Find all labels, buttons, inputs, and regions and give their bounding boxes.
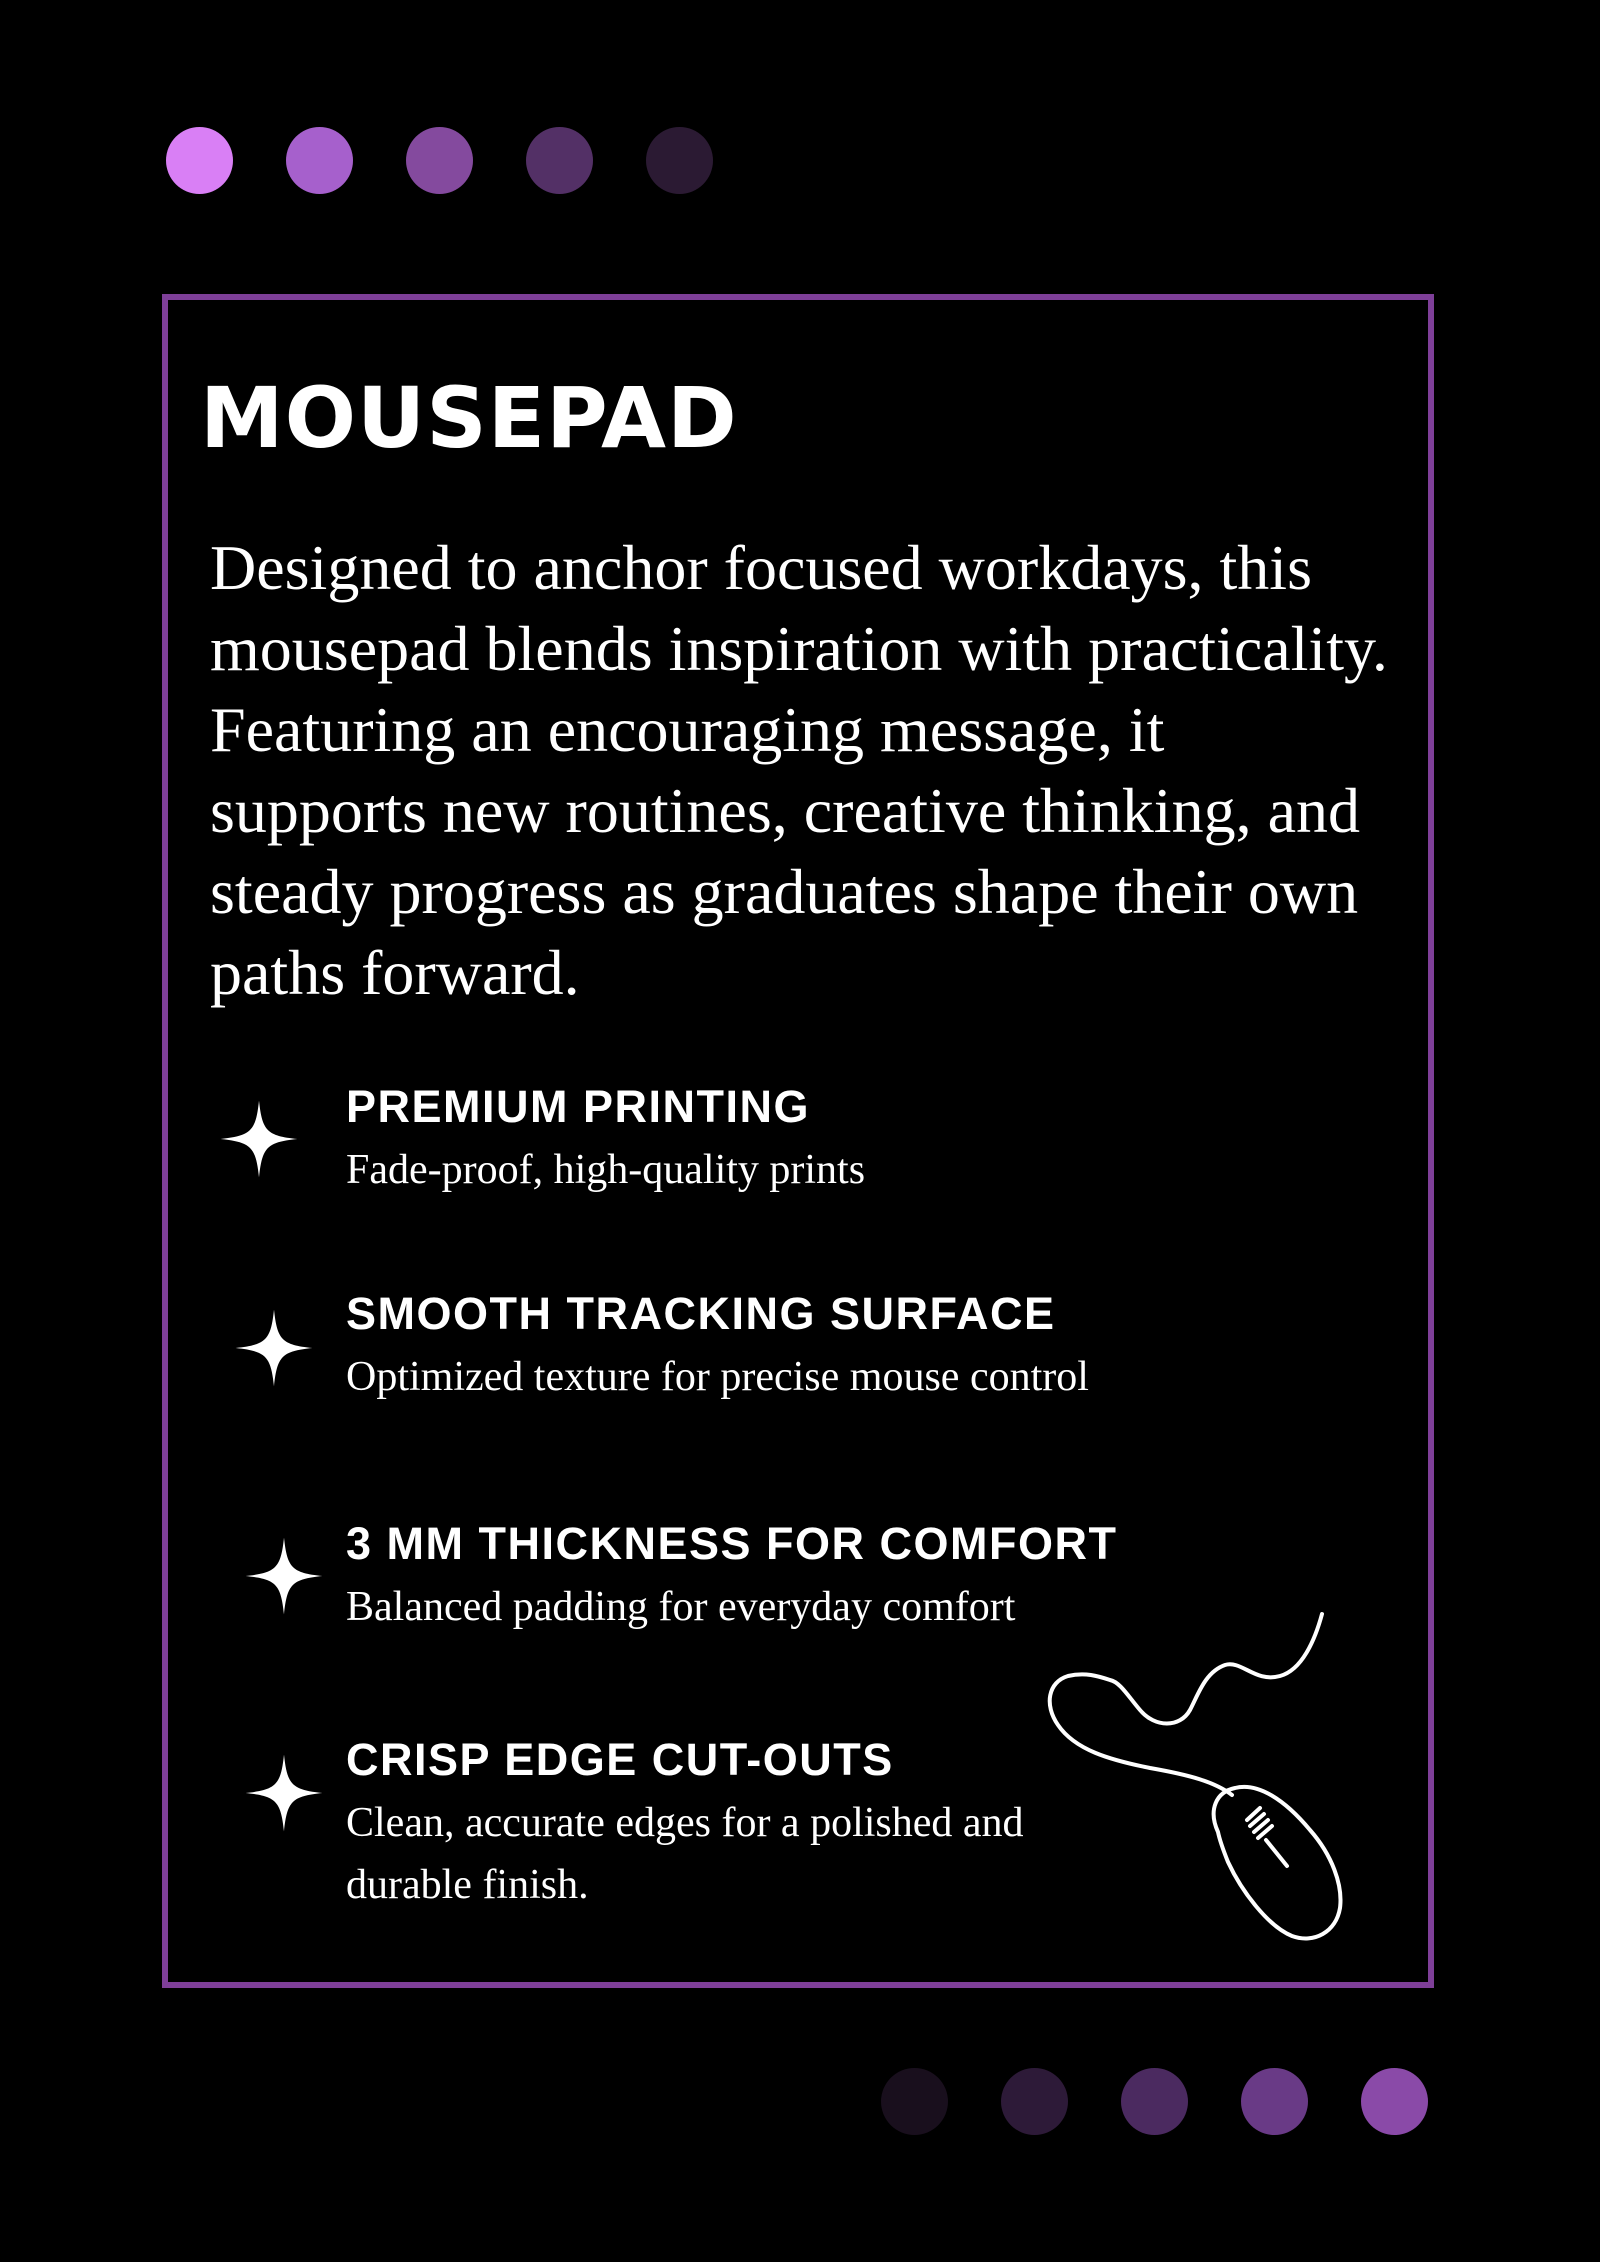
feature-description: Clean, accurate edges for a polished and durable finish. xyxy=(346,1800,1024,1908)
decorative-dot xyxy=(1001,2068,1068,2135)
decorative-dot xyxy=(406,127,473,194)
feature-item-premium-printing xyxy=(346,1079,865,1201)
feature-heading: SMOOTH TRACKING SURFACE xyxy=(346,1288,1056,1339)
decorative-dot xyxy=(1241,2068,1308,2135)
decorative-dot xyxy=(881,2068,948,2135)
feature-item-smooth-tracking-surface xyxy=(346,1286,1089,1408)
feature-heading: CRISP EDGE CUT-OUTS xyxy=(346,1734,894,1785)
computer-mouse-icon xyxy=(1040,1610,1380,1960)
decorative-dot xyxy=(1121,2068,1188,2135)
decorative-dot xyxy=(526,127,593,194)
feature-heading: 3 MM THICKNESS FOR COMFORT xyxy=(346,1518,1118,1569)
feature-item-crisp-edge-cut-outs xyxy=(346,1732,1066,1916)
sparkle-icon xyxy=(244,1536,324,1616)
top-dot-row xyxy=(166,127,713,194)
sparkle-icon xyxy=(219,1099,299,1179)
bottom-dot-row xyxy=(881,2068,1428,2135)
page-title: MOUSEPAD xyxy=(200,369,738,467)
feature-description: Optimized texture for precise mouse control xyxy=(346,1354,1089,1400)
feature-description: Balanced padding for everyday comfort xyxy=(346,1584,1016,1630)
decorative-dot xyxy=(1361,2068,1428,2135)
feature-description: Fade-proof, high-quality prints xyxy=(346,1147,866,1193)
sparkle-icon xyxy=(234,1308,314,1388)
decorative-dot xyxy=(166,127,233,194)
decorative-dot xyxy=(286,127,353,194)
feature-heading: PREMIUM PRINTING xyxy=(346,1081,811,1132)
feature-item-thickness xyxy=(346,1516,1117,1638)
product-description: Designed to anchor focused workdays, this mousepad blends inspiration with practicality. Featuring an encouraging message, it supports new routines, creative thinking, and steady progress as graduates shape their own paths forward. xyxy=(210,532,1388,1008)
decorative-dot xyxy=(646,127,713,194)
sparkle-icon xyxy=(244,1753,324,1833)
